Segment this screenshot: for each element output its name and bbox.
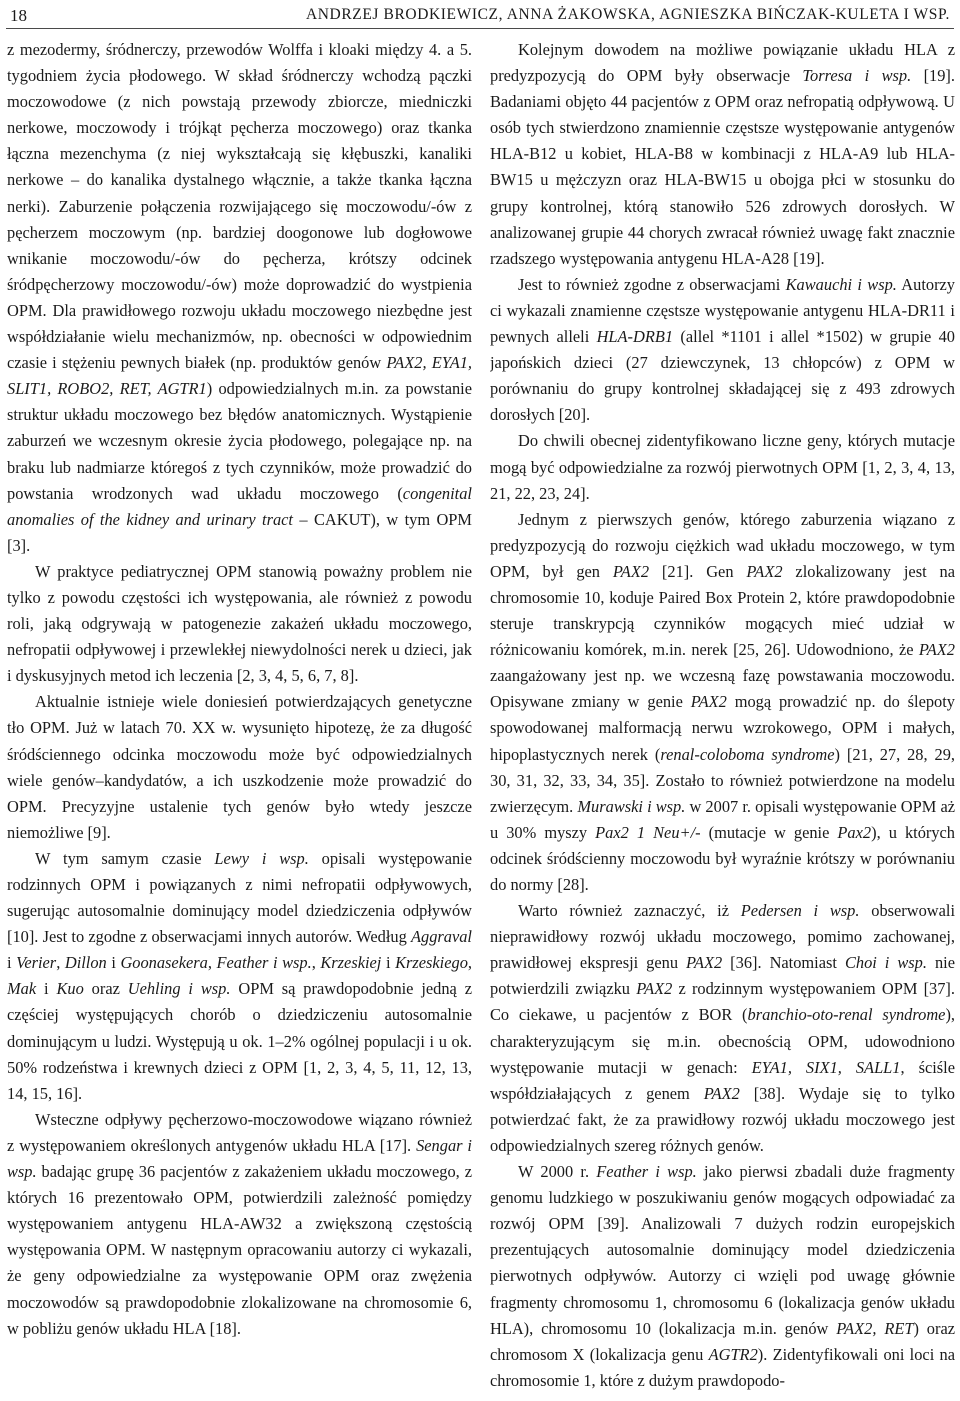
right-column	[490, 37, 955, 1401]
paragraph: Aktualnie istnieje wiele doniesień potwierdzających genetyczne tło OPM. Już w latach 70. XX w. wysunięto hipotezę, że za długość śródściennego odcinka moczowodu może być odpowiedzialnych wiele genów–kandydatów, a ich uszkodzenie może prowadzić do OPM. Precyzyjne ustalenie tych genów było wtedy jeszcze niemożliwe [9].	[7, 692, 472, 842]
paragraph: W 2000 r. Feather i wsp. jako pierwsi zbadali duże fragmenty genomu ludzkiego w poszukiwaniu genów mogących odpowiadać za rozwój OPM [39]. Analizowali 7 dużych rodzin europejskich prezentujących autosomalnie dominujący model dziedziczenia pierwotnych odpływów. Autorzy ci wzięli pod uwagę głównie fragmenty chromosomu 1, chromosomu 6 (lokalizacja genów układu HLA), chromosomu 10 (lokalizacja m.in. genów PAX2, RET) oraz chromosom X (lokalizacja genu AGTR2). Zidentyfikowali oni loci na chromosomie 1, które z dużym prawdopodo-	[490, 1162, 955, 1390]
left-column	[7, 37, 472, 1401]
header-rule	[6, 28, 954, 29]
page-number: 18	[10, 6, 27, 25]
paragraph: W tym samym czasie Lewy i wsp. opisali występowanie rodzinnych OPM i powiązanych z nimi nefropatii odpływowych, sugerując autosomalnie dominujący model dziedziczenia odpływów [10]. Jest to zgodne z obserwacjami innych autorów. Według Aggraval i Verier, Dillon i Goonasekera, Feather i wsp., Krzeskiej i Krzeskiego, Mak i Kuo oraz Uehling i wsp. OPM są prawdopodobnie jedną z częściej występujących chorób o dziedziczeniu autosomalnie dominującym u ludzi. Występują u ok. 1–2% ogólnej populacji i u ok. 50% rodzeństwa i krewnych dzieci z OPM [1, 2, 3, 4, 5, 11, 12, 13, 14, 15, 16].	[7, 848, 472, 1103]
paragraph: Warto również zaznaczyć, iż Pedersen i wsp. obserwowali nieprawidłowy rozwój układu moczowego, pomimo zachowanej, prawidłowej ekspresji genu PAX2 [36]. Natomiast Choi i wsp. nie potwierdzili związku PAX2 z rodzinnym występowaniem OPM [37]. Co ciekawe, u pacjentów z BOR (branchio-oto-renal syndrome), charakteryzującym się m.in. obecnością OPM, udowodniono występowanie mutacji w genach: EYA1, SIX1, SALL1, ściśle współdziałających z genem PAX2 [38]. Wydaje się to tylko potwierdzać fakt, że za prawidłowy rozwój układu moczowego jest odpowiedzialnych szereg różnych genów.	[490, 901, 955, 1155]
paragraph: Kolejnym dowodem na możliwe powiązanie układu HLA z predyzpozycją do OPM były obserwacje Torresa i wsp. [19]. Badaniami objęto 44 pacjentów z OPM oraz nefropatią odpływową. U osób tych stwierdzono znamiennie częstsze występowanie antygenów HLA-B12 u kobiet, HLA-B8 w kombinacji z HLA-A9 lub HLA-BW15 u mężczyzn oraz HLA-BW15 u obojga płci w stosunku do grupy kontrolnej, którą stanowiło 526 zdrowych dorosłych. W analizowanej grupie 44 chorych zwracał również uwagę fakt znacznie rzadszego występowania antygenu HLA-A28 [19].	[490, 40, 955, 268]
running-head-authors: ANDRZEJ BRODKIEWICZ, ANNA ŻAKOWSKA, AGNIESZKA BIŃCZAK-KULETA I WSP.	[305, 6, 950, 23]
paragraph: Do chwili obecnej zidentyfikowano liczne geny, których mutacje mogą być odpowiedzialne za rozwój pierwotnych OPM [1, 2, 3, 4, 13, 21, 22, 23, 24].	[490, 431, 955, 503]
page-header	[10, 4, 950, 28]
paragraph: Jednym z pierwszych genów, którego zaburzenia wiązano z predyzpozycją do rozwoju ciężkich wad układu moczowego, w tym OPM, był gen PAX2 [21]. Gen PAX2 zlokalizowany jest na chromosomie 10, koduje Paired Box Protein 2, które prawdopodobnie steruje transkrypcją czynników mogących mieć udział w różnicowaniu komórek, m.in. nerek [25, 26]. Udowodniono, że PAX2 zaangażowany jest np. we wczesną fazę powstawania moczowodu. Opisywane zmiany w genie PAX2 mogą prowadzić np. do ślepoty spowodowanej malformacją nerwu wzrokowego, OPM i małych, hipoplastycznych nerek (renal-coloboma syndrome) [21, 27, 28, 29, 30, 31, 32, 33, 34, 35]. Zostało to również potwierdzone na modelu zwierzęcym. Murawski i wsp. w 2007 r. opisali występowanie OPM aż u 30% myszy Pax2 1 Neu+/- (mutacje w genie Pax2), u których odcinek śródścienny moczowodu był wyraźnie krótszy w porównaniu do normy [28].	[490, 509, 955, 894]
paragraph: Jest to również zgodne z obserwacjami Kawauchi i wsp. Autorzy ci wykazali znamienne częstsze występowanie antygenu HLA-DR11 i pewnych alleli HLA-DRB1 (allel *1101 i allel *1502) w grupie 40 japońskich dzieci (27 dziewczynek, 13 chłopców) z OPM w porównaniu do grupy kontrolnej składającej się z 493 zdrowych dorosłych [20].	[490, 274, 955, 425]
paragraph: z mezodermy, śródnerczy, przewodów Wolffa i kloaki między 4. a 5. tygodniem życia płodowego. W skład śródnerczy wchodzą pączki moczowodowe (z nich powstają przewody zbiorcze, miedniczki nerkowe, moczowody i trójkąt pęcherza moczowego) oraz tkanka łączna mezenchyma (z niej wykształcają się kłębuszki, kanaliki nerkowe – do kanalika dystalnego włącznie, a także tkanka łączna nerki). Zaburzenie połączenia rozwijającego się moczowodu/-ów z pęcherzem moczowym (np. bardziej doogonowe lub dogłowowe wnikanie moczowodu/-ów do pęcherza, krótszy odcinek śródpęcherzowy moczowodu/-ów) może doprowadzić do wystpienia OPM. Dla prawidłowego rozwoju układu moczowego niezbędne jest współdziałanie wielu mechanizmów, np. obecności w odpowiednim czasie i stężeniu pewnych białek (np. produktów genów PAX2, EYA1, SLIT1, ROBO2, RET, AGTR1) odpowiedzialnych m.in. za powstanie struktur układu moczowego bez błędów anatomicznych. Wystąpienie zaburzeń we wczesnym okresie życia płodowego, polegające np. na braku lub nadmiarze któregoś z tych czynników, może prowadzić do powstania wrodzonych wad układu moczowego (congenital anomalies of the kidney and urinary tract – CAKUT), w tym OPM [3].	[7, 40, 472, 555]
paragraph: W praktyce pediatrycznej OPM stanowią poważny problem nie tylko z powodu częstości ich występowania, ale również z powodu roli, jaką odgrywają w patogenezie zakażeń układu moczowego, nefropatii odpływowej i przewlekłej niewydolności nerek u dzieci, jak i dyskusyjnych metod ich leczenia [2, 3, 4, 5, 6, 7, 8].	[7, 561, 472, 686]
paragraph: Wsteczne odpływy pęcherzowo-moczowodowe wiązano również z występowaniem określonych antygenów układu HLA [17]. Sengar i wsp. badając grupę 36 pacjentów z zakażeniem układu moczowego, z których 16 prezentowało OPM, potwierdzili zależność pomiędzy występowaniem antygenu HLA-AW32 a zwiększoną częstością występowania OPM. W następnym opracowaniu autorzy ci wykazali, że geny odpowiedzialne za występowanie OPM oraz zwężenia moczowodów są prawdopodobnie zlokalizowane na chromosomie 6, w pobliżu genów układu HLA [18].	[7, 1109, 472, 1338]
